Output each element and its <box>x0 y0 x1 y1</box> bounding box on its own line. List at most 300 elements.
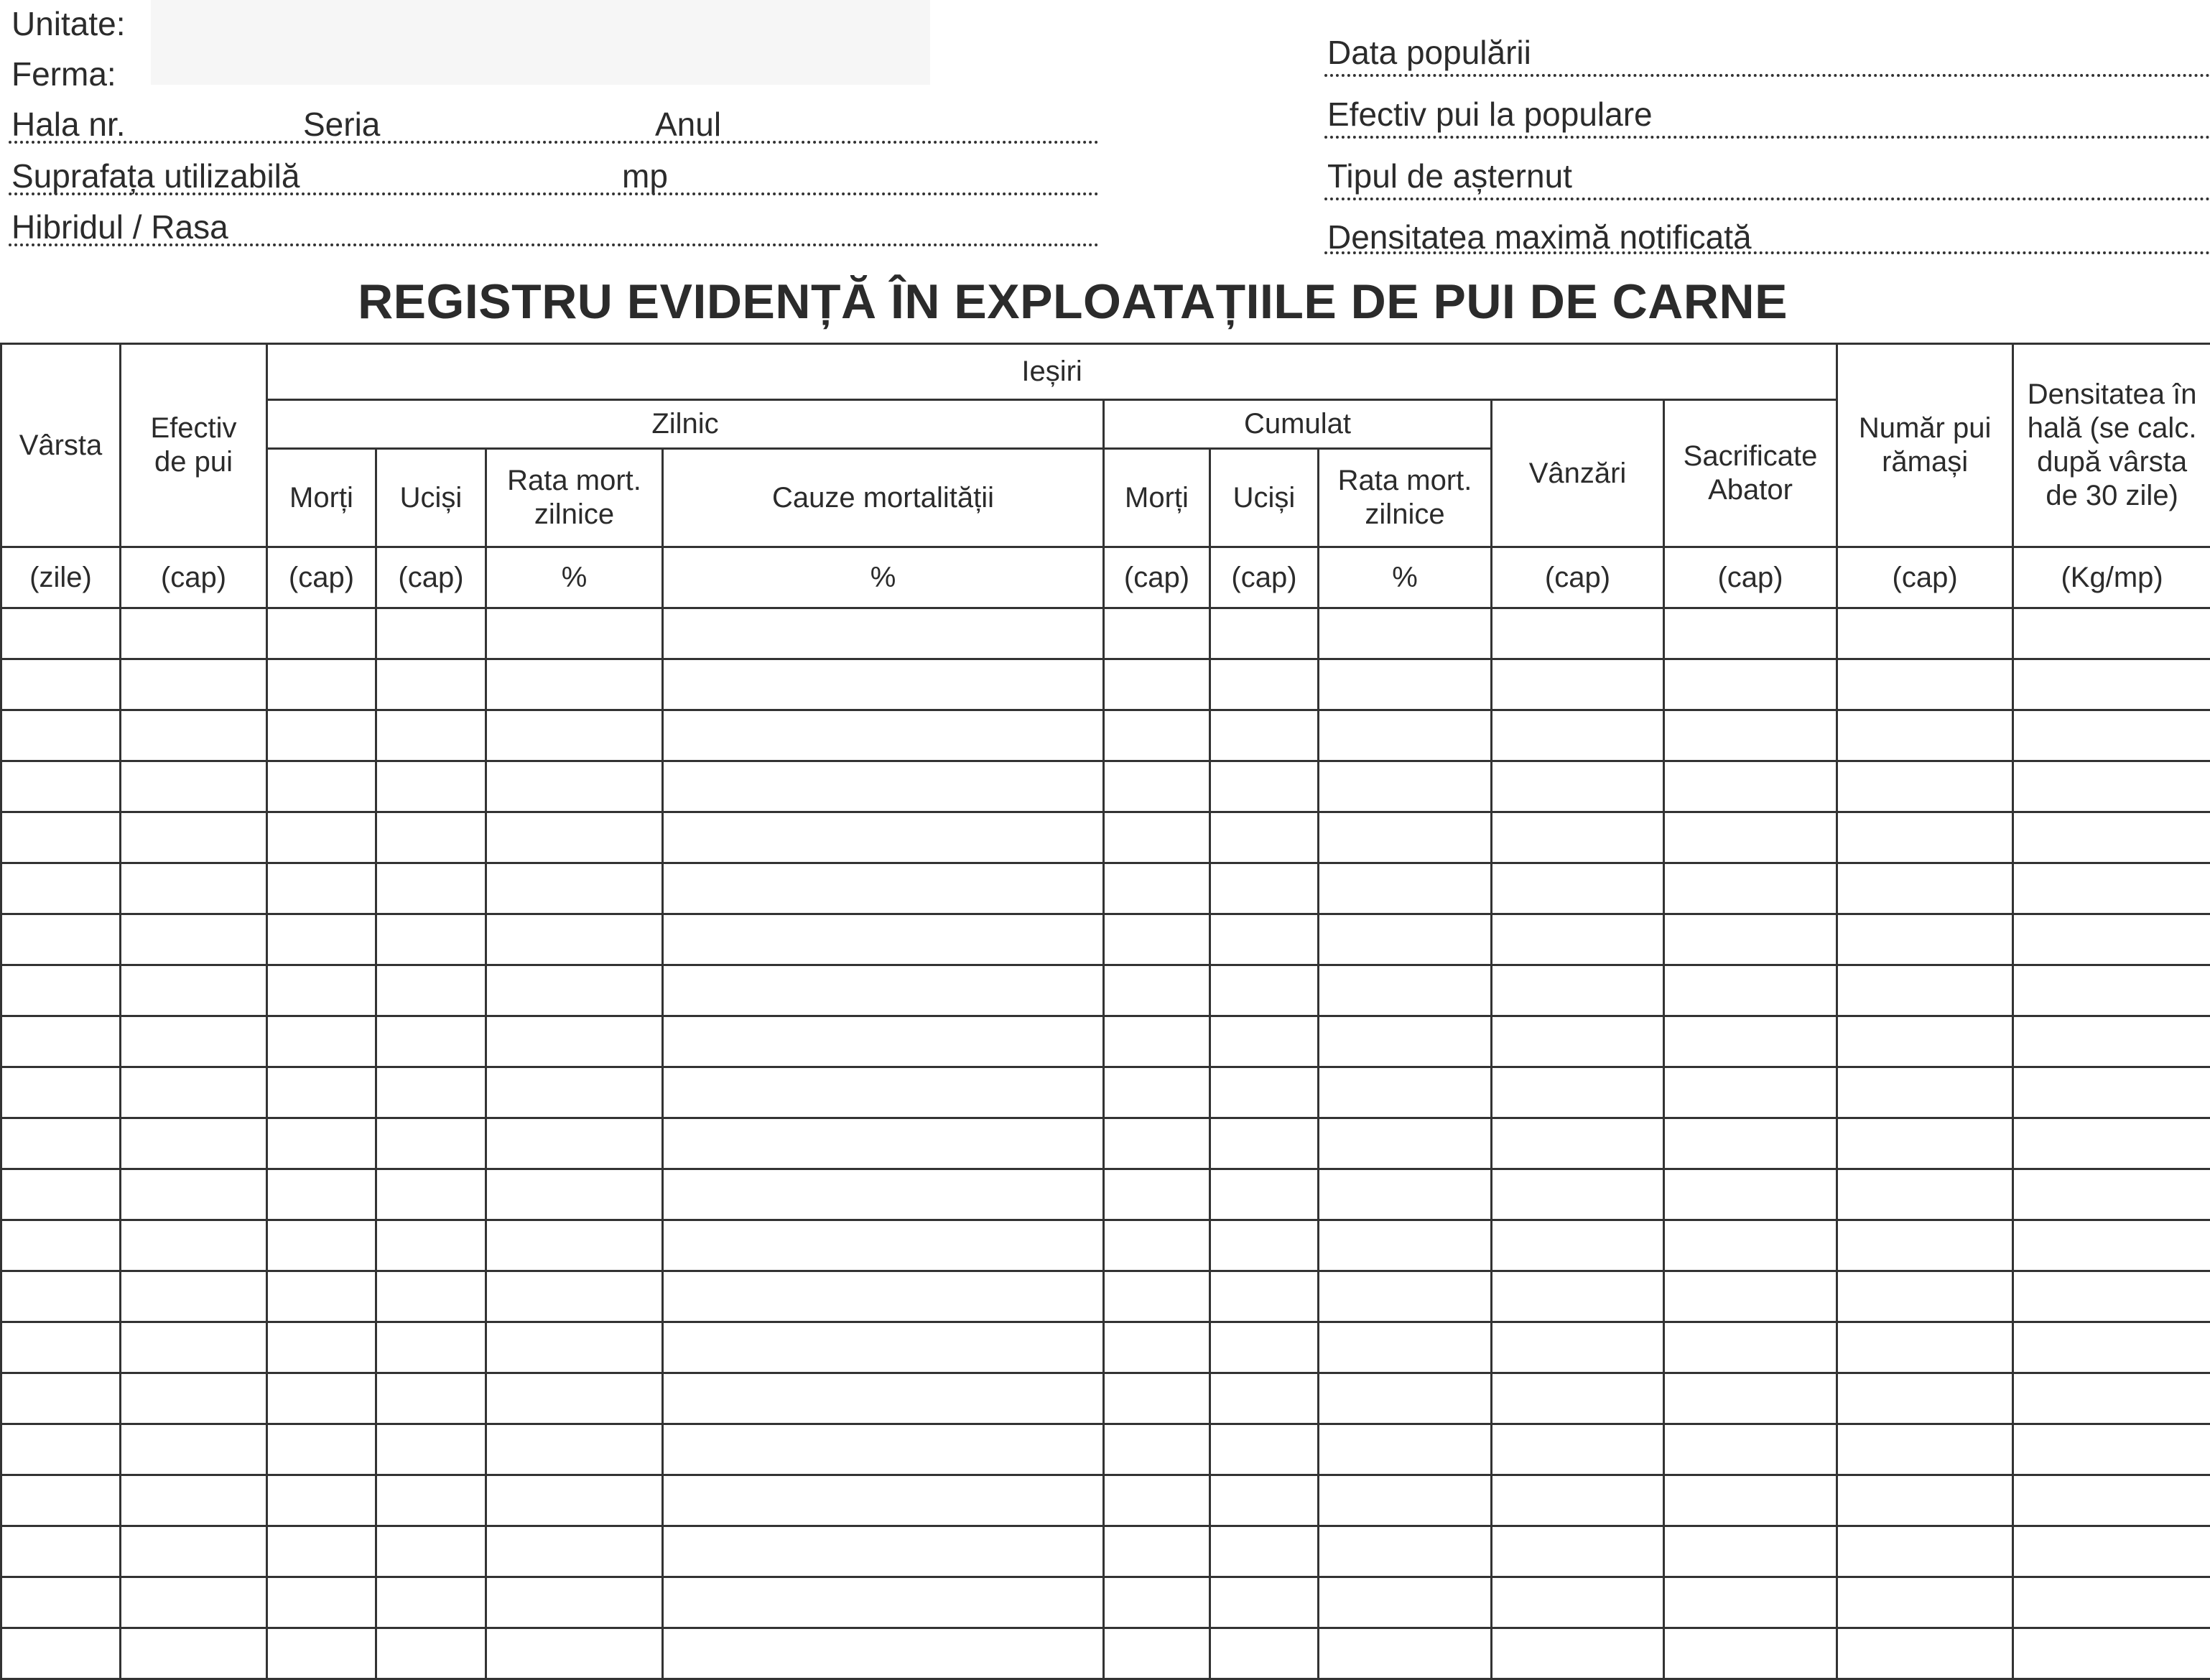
entry-cell[interactable] <box>1837 1118 2013 1169</box>
table-row <box>1 1271 2210 1322</box>
entry-cell[interactable] <box>663 965 1104 1016</box>
entry-cell[interactable] <box>1837 1628 2013 1679</box>
table-row <box>1 1220 2210 1271</box>
entry-cell[interactable] <box>1210 1373 1319 1424</box>
entry-cell[interactable] <box>663 1067 1104 1118</box>
entry-cell[interactable] <box>376 710 486 761</box>
entry-cell[interactable] <box>267 1577 376 1628</box>
hibridul-dotted-line[interactable] <box>9 243 1099 246</box>
entry-cell[interactable] <box>1210 1475 1319 1526</box>
entry-cell[interactable] <box>121 863 267 914</box>
entry-cell[interactable] <box>2013 965 2210 1016</box>
entry-cell[interactable] <box>2013 710 2210 761</box>
entry-cell[interactable] <box>1492 914 1664 965</box>
entry-cell[interactable] <box>1664 914 1837 965</box>
entry-cell[interactable] <box>1319 1577 1492 1628</box>
entry-cell[interactable] <box>376 1577 486 1628</box>
entry-cell[interactable] <box>1664 1628 1837 1679</box>
entry-cell[interactable] <box>486 608 663 659</box>
page-title: REGISTRU EVIDENȚĂ ÎN EXPLOATAȚIILE DE PUI DE CARNE <box>358 274 1788 329</box>
entry-cell[interactable] <box>2013 812 2210 863</box>
entry-cell[interactable] <box>486 1322 663 1373</box>
entry-cell[interactable] <box>1319 1322 1492 1373</box>
entry-cell[interactable] <box>1492 1628 1664 1679</box>
entry-cell[interactable] <box>1 1220 121 1271</box>
entry-cell[interactable] <box>267 1067 376 1118</box>
entry-cell[interactable] <box>1837 1475 2013 1526</box>
entry-cell[interactable] <box>1104 608 1210 659</box>
entry-cell[interactable] <box>1492 1322 1664 1373</box>
entry-cell[interactable] <box>2013 1628 2210 1679</box>
entry-cell[interactable] <box>663 1322 1104 1373</box>
entry-cell[interactable] <box>1492 1475 1664 1526</box>
entry-cell[interactable] <box>1210 1016 1319 1067</box>
entry-cell[interactable] <box>486 1220 663 1271</box>
entry-cell[interactable] <box>267 761 376 812</box>
entry-cell[interactable] <box>1319 659 1492 710</box>
entry-cell[interactable] <box>1319 1271 1492 1322</box>
entry-cell[interactable] <box>267 812 376 863</box>
entry-cell[interactable] <box>1319 761 1492 812</box>
entry-cell[interactable] <box>1664 1322 1837 1373</box>
entry-cell[interactable] <box>267 1118 376 1169</box>
entry-cell[interactable] <box>376 1373 486 1424</box>
entry-cell[interactable] <box>1210 1220 1319 1271</box>
entry-cell[interactable] <box>1319 710 1492 761</box>
entry-cell[interactable] <box>121 1577 267 1628</box>
entry-cell[interactable] <box>376 1118 486 1169</box>
entry-cell[interactable] <box>1837 1271 2013 1322</box>
entry-cell[interactable] <box>121 1526 267 1577</box>
entry-cell[interactable] <box>663 1373 1104 1424</box>
entry-cell[interactable] <box>1319 863 1492 914</box>
densitatea-maxima-dotted-line[interactable] <box>1324 251 2210 254</box>
entry-cell[interactable] <box>1104 1526 1210 1577</box>
entry-cell[interactable] <box>1210 761 1319 812</box>
entry-cell[interactable] <box>1492 1169 1664 1220</box>
entry-cell[interactable] <box>1104 863 1210 914</box>
entry-cell[interactable] <box>1664 1067 1837 1118</box>
tipul-asternut-dotted-line[interactable] <box>1324 198 2210 200</box>
entry-cell[interactable] <box>1 1424 121 1475</box>
entry-cell[interactable] <box>121 608 267 659</box>
entry-cell[interactable] <box>1837 1373 2013 1424</box>
entry-cell[interactable] <box>486 1169 663 1220</box>
entry-cell[interactable] <box>1492 965 1664 1016</box>
entry-cell[interactable] <box>2013 1271 2210 1322</box>
entry-cell[interactable] <box>1319 965 1492 1016</box>
entry-cell[interactable] <box>1319 1016 1492 1067</box>
entry-cell[interactable] <box>267 863 376 914</box>
entry-cell[interactable] <box>2013 1169 2210 1220</box>
entry-cell[interactable] <box>1664 1373 1837 1424</box>
entry-cell[interactable] <box>267 1016 376 1067</box>
entry-cell[interactable] <box>121 1067 267 1118</box>
entry-cell[interactable] <box>2013 761 2210 812</box>
entry-cell[interactable] <box>121 1628 267 1679</box>
entry-cell[interactable] <box>121 710 267 761</box>
entry-cell[interactable] <box>1210 608 1319 659</box>
entry-cell[interactable] <box>663 1169 1104 1220</box>
entry-cell[interactable] <box>1837 608 2013 659</box>
entry-cell[interactable] <box>1319 1220 1492 1271</box>
entry-cell[interactable] <box>1664 1271 1837 1322</box>
table-row <box>1 1628 2210 1679</box>
entry-cell[interactable] <box>267 1628 376 1679</box>
entry-cell[interactable] <box>486 1526 663 1577</box>
entry-cell[interactable] <box>1104 965 1210 1016</box>
entry-cell[interactable] <box>1210 1271 1319 1322</box>
entry-cell[interactable] <box>1104 1577 1210 1628</box>
entry-cell[interactable] <box>121 1118 267 1169</box>
entry-cell[interactable] <box>1837 1016 2013 1067</box>
entry-cell[interactable] <box>1104 761 1210 812</box>
entry-cell[interactable] <box>1664 659 1837 710</box>
entry-cell[interactable] <box>376 1322 486 1373</box>
entry-cell[interactable] <box>1210 863 1319 914</box>
entry-cell[interactable] <box>1664 1016 1837 1067</box>
entry-cell[interactable] <box>121 914 267 965</box>
entry-cell[interactable] <box>1210 1424 1319 1475</box>
header-zilnic: Zilnic <box>267 400 1104 449</box>
entry-cell[interactable] <box>1104 1628 1210 1679</box>
entry-cell[interactable] <box>376 812 486 863</box>
entry-cell[interactable] <box>1319 1169 1492 1220</box>
entry-cell[interactable] <box>2013 659 2210 710</box>
entry-cell[interactable] <box>486 1577 663 1628</box>
entry-cell[interactable] <box>1104 1271 1210 1322</box>
entry-cell[interactable] <box>1492 761 1664 812</box>
entry-cell[interactable] <box>486 812 663 863</box>
header-cumulat: Cumulat <box>1104 400 1492 449</box>
entry-cell[interactable] <box>2013 1577 2210 1628</box>
entry-cell[interactable] <box>1664 812 1837 863</box>
entry-cell[interactable] <box>1 710 121 761</box>
entry-cell[interactable] <box>1664 1577 1837 1628</box>
entry-cell[interactable] <box>663 1220 1104 1271</box>
efectiv-populare-label: Efectiv pui la populare <box>1327 96 1653 133</box>
entry-cell[interactable] <box>1837 1067 2013 1118</box>
entry-cell[interactable] <box>2013 1526 2210 1577</box>
entry-cell[interactable] <box>1104 812 1210 863</box>
entry-cell[interactable] <box>1319 1373 1492 1424</box>
entry-cell[interactable] <box>1210 965 1319 1016</box>
entry-cell[interactable] <box>1492 1016 1664 1067</box>
entry-cell[interactable] <box>1 1322 121 1373</box>
entry-cell[interactable] <box>663 914 1104 965</box>
entry-cell[interactable] <box>486 1475 663 1526</box>
entry-cell[interactable] <box>1 1577 121 1628</box>
entry-cell[interactable] <box>267 659 376 710</box>
entry-cell[interactable] <box>121 1373 267 1424</box>
entry-cell[interactable] <box>267 1271 376 1322</box>
entry-cell[interactable] <box>1104 1016 1210 1067</box>
entry-cell[interactable] <box>1210 1067 1319 1118</box>
entry-cell[interactable] <box>663 608 1104 659</box>
entry-cell[interactable] <box>1104 659 1210 710</box>
entry-cell[interactable] <box>1492 1373 1664 1424</box>
entry-cell[interactable] <box>376 863 486 914</box>
entry-cell[interactable] <box>1664 1424 1837 1475</box>
entry-cell[interactable] <box>1664 1526 1837 1577</box>
entry-cell[interactable] <box>121 1322 267 1373</box>
entry-cell[interactable] <box>376 1628 486 1679</box>
table-row <box>1 1577 2210 1628</box>
entry-cell[interactable] <box>2013 1067 2210 1118</box>
entry-cell[interactable] <box>1664 1169 1837 1220</box>
entry-cell[interactable] <box>267 1424 376 1475</box>
data-popularii-dotted-line[interactable] <box>1324 74 2210 77</box>
entry-cell[interactable] <box>1319 1424 1492 1475</box>
entry-cell[interactable] <box>376 1271 486 1322</box>
entry-cell[interactable] <box>1664 710 1837 761</box>
entry-cell[interactable] <box>1210 1526 1319 1577</box>
entry-cell[interactable] <box>663 863 1104 914</box>
entry-cell[interactable] <box>1 1118 121 1169</box>
entry-cell[interactable] <box>663 1271 1104 1322</box>
entry-cell[interactable] <box>663 1424 1104 1475</box>
entry-cell[interactable] <box>1319 812 1492 863</box>
table-row <box>1 914 2210 965</box>
entry-cell[interactable] <box>121 1220 267 1271</box>
entry-cell[interactable] <box>1837 812 2013 863</box>
entry-cell[interactable] <box>1 1016 121 1067</box>
entry-cell[interactable] <box>486 1373 663 1424</box>
entry-cell[interactable] <box>1837 710 2013 761</box>
entry-cell[interactable] <box>1104 1475 1210 1526</box>
entry-cell[interactable] <box>663 710 1104 761</box>
entry-cell[interactable] <box>1664 1475 1837 1526</box>
entry-cell[interactable] <box>267 965 376 1016</box>
entry-cell[interactable] <box>486 1016 663 1067</box>
entry-cell[interactable] <box>1837 659 2013 710</box>
entry-cell[interactable] <box>486 1271 663 1322</box>
entry-cell[interactable] <box>1319 1067 1492 1118</box>
entry-cell[interactable] <box>1 1169 121 1220</box>
entry-cell[interactable] <box>1210 1169 1319 1220</box>
entry-cell[interactable] <box>267 1220 376 1271</box>
table-row <box>1 1526 2210 1577</box>
unit-cell: (cap) <box>267 547 376 608</box>
entry-cell[interactable] <box>1 659 121 710</box>
entry-cell[interactable] <box>1 914 121 965</box>
entry-cell[interactable] <box>267 1322 376 1373</box>
entry-cell[interactable] <box>267 1169 376 1220</box>
entry-cell[interactable] <box>1492 659 1664 710</box>
entry-cell[interactable] <box>1492 812 1664 863</box>
entry-cell[interactable] <box>121 965 267 1016</box>
entry-cell[interactable] <box>121 1169 267 1220</box>
entry-cell[interactable] <box>1492 1067 1664 1118</box>
entry-cell[interactable] <box>663 1577 1104 1628</box>
entry-cell[interactable] <box>1492 608 1664 659</box>
entry-cell[interactable] <box>2013 1322 2210 1373</box>
entry-cell[interactable] <box>1664 965 1837 1016</box>
entry-cell[interactable] <box>1 1373 121 1424</box>
entry-cell[interactable] <box>1210 1322 1319 1373</box>
entry-cell[interactable] <box>2013 914 2210 965</box>
entry-cell[interactable] <box>121 1271 267 1322</box>
entry-cell[interactable] <box>1837 1169 2013 1220</box>
entry-cell[interactable] <box>1210 1628 1319 1679</box>
entry-cell[interactable] <box>376 1475 486 1526</box>
data-popularii-label: Data populării <box>1327 34 1531 71</box>
entry-cell[interactable] <box>376 914 486 965</box>
entry-cell[interactable] <box>1492 1118 1664 1169</box>
entry-cell[interactable] <box>121 1475 267 1526</box>
entry-cell[interactable] <box>2013 1373 2210 1424</box>
entry-cell[interactable] <box>376 1220 486 1271</box>
entry-cell[interactable] <box>376 1424 486 1475</box>
entry-cell[interactable] <box>1 812 121 863</box>
entry-cell[interactable] <box>267 608 376 659</box>
entry-cell[interactable] <box>1319 608 1492 659</box>
entry-cell[interactable] <box>1492 710 1664 761</box>
entry-cell[interactable] <box>1319 1118 1492 1169</box>
hala-dotted-line[interactable] <box>9 141 1099 144</box>
entry-cell[interactable] <box>663 659 1104 710</box>
entry-cell[interactable] <box>1664 761 1837 812</box>
entry-cell[interactable] <box>486 965 663 1016</box>
entry-cell[interactable] <box>1837 1577 2013 1628</box>
entry-cell[interactable] <box>1837 914 2013 965</box>
entry-cell[interactable] <box>2013 1475 2210 1526</box>
entry-cell[interactable] <box>1837 1526 2013 1577</box>
entry-cell[interactable] <box>1210 914 1319 965</box>
entry-cell[interactable] <box>1104 1169 1210 1220</box>
header-varsta: Vârsta <box>1 344 121 547</box>
entry-cell[interactable] <box>1664 1220 1837 1271</box>
entry-cell[interactable] <box>376 608 486 659</box>
entry-cell[interactable] <box>376 659 486 710</box>
entry-cell[interactable] <box>1492 1271 1664 1322</box>
entry-cell[interactable] <box>121 1016 267 1067</box>
entry-cell[interactable] <box>486 1118 663 1169</box>
hibridul-label: Hibridul / Rasa <box>11 208 228 246</box>
entry-cell[interactable] <box>1104 710 1210 761</box>
entry-cell[interactable] <box>486 863 663 914</box>
entry-cell[interactable] <box>1 1628 121 1679</box>
entry-cell[interactable] <box>1319 1628 1492 1679</box>
entry-cell[interactable] <box>121 812 267 863</box>
entry-cell[interactable] <box>1837 1322 2013 1373</box>
entry-cell[interactable] <box>1492 1424 1664 1475</box>
entry-cell[interactable] <box>1319 1475 1492 1526</box>
entry-cell[interactable] <box>2013 1118 2210 1169</box>
entry-cell[interactable] <box>1 1526 121 1577</box>
entry-cell[interactable] <box>267 710 376 761</box>
entry-cell[interactable] <box>1319 1526 1492 1577</box>
entry-cell[interactable] <box>663 1526 1104 1577</box>
unit-cell: (cap) <box>1210 547 1319 608</box>
entry-cell[interactable] <box>376 1526 486 1577</box>
entry-cell[interactable] <box>486 1424 663 1475</box>
efectiv-populare-dotted-line[interactable] <box>1324 136 2210 139</box>
entry-cell[interactable] <box>1837 761 2013 812</box>
entry-cell[interactable] <box>486 914 663 965</box>
entry-cell[interactable] <box>1 863 121 914</box>
entry-cell[interactable] <box>2013 1424 2210 1475</box>
entry-cell[interactable] <box>486 710 663 761</box>
entry-cell[interactable] <box>1210 1577 1319 1628</box>
entry-cell[interactable] <box>2013 863 2210 914</box>
entry-cell[interactable] <box>376 965 486 1016</box>
register-table <box>0 343 2210 1680</box>
entry-cell[interactable] <box>376 1169 486 1220</box>
entry-cell[interactable] <box>2013 1220 2210 1271</box>
entry-cell[interactable] <box>1 1067 121 1118</box>
entry-cell[interactable] <box>376 1067 486 1118</box>
entry-cell[interactable] <box>376 761 486 812</box>
entry-cell[interactable] <box>1210 710 1319 761</box>
entry-cell[interactable] <box>1664 863 1837 914</box>
entry-cell[interactable] <box>1837 965 2013 1016</box>
entry-cell[interactable] <box>1 1271 121 1322</box>
header-cumulat-ucisi: Uciși <box>1210 449 1319 547</box>
densitatea-maxima-label: Densitatea maximă notificată <box>1327 218 1752 256</box>
entry-cell[interactable] <box>486 761 663 812</box>
entry-cell[interactable] <box>1104 1322 1210 1373</box>
entry-cell[interactable] <box>1104 914 1210 965</box>
entry-cell[interactable] <box>663 761 1104 812</box>
entry-cell[interactable] <box>267 1373 376 1424</box>
entry-cell[interactable] <box>1 608 121 659</box>
entry-cell[interactable] <box>663 1016 1104 1067</box>
entry-cell[interactable] <box>1104 1220 1210 1271</box>
entry-cell[interactable] <box>1 761 121 812</box>
entry-cell[interactable] <box>1837 1220 2013 1271</box>
entry-cell[interactable] <box>121 659 267 710</box>
entry-cell[interactable] <box>486 1067 663 1118</box>
entry-cell[interactable] <box>1492 1526 1664 1577</box>
entry-cell[interactable] <box>267 1526 376 1577</box>
entry-cell[interactable] <box>663 1628 1104 1679</box>
entry-cell[interactable] <box>1210 812 1319 863</box>
entry-cell[interactable] <box>1492 863 1664 914</box>
entry-cell[interactable] <box>663 1475 1104 1526</box>
entry-cell[interactable] <box>2013 1016 2210 1067</box>
entry-cell[interactable] <box>121 761 267 812</box>
entry-cell[interactable] <box>1104 1373 1210 1424</box>
entry-cell[interactable] <box>267 914 376 965</box>
entry-cell[interactable] <box>1837 1424 2013 1475</box>
entry-cell[interactable] <box>1319 914 1492 965</box>
entry-cell[interactable] <box>376 1016 486 1067</box>
entry-cell[interactable] <box>486 1628 663 1679</box>
entry-cell[interactable] <box>1104 1067 1210 1118</box>
entry-cell[interactable] <box>121 1424 267 1475</box>
entry-cell[interactable] <box>1 1475 121 1526</box>
entry-cell[interactable] <box>1664 608 1837 659</box>
entry-cell[interactable] <box>1 965 121 1016</box>
entry-cell[interactable] <box>1104 1424 1210 1475</box>
entry-cell[interactable] <box>1104 1118 1210 1169</box>
entry-cell[interactable] <box>1492 1577 1664 1628</box>
entry-cell[interactable] <box>663 812 1104 863</box>
entry-cell[interactable] <box>1210 1118 1319 1169</box>
suprafata-dotted-line[interactable] <box>9 192 1099 195</box>
entry-cell[interactable] <box>663 1118 1104 1169</box>
table-row <box>1 1016 2210 1067</box>
entry-cell[interactable] <box>1837 863 2013 914</box>
entry-cell[interactable] <box>1492 1220 1664 1271</box>
entry-cell[interactable] <box>1210 659 1319 710</box>
entry-cell[interactable] <box>486 659 663 710</box>
entry-cell[interactable] <box>267 1475 376 1526</box>
entry-cell[interactable] <box>1664 1118 1837 1169</box>
header-cumulat-rata-text: Rata mort. zilnice <box>1337 465 1472 530</box>
entry-cell[interactable] <box>2013 608 2210 659</box>
